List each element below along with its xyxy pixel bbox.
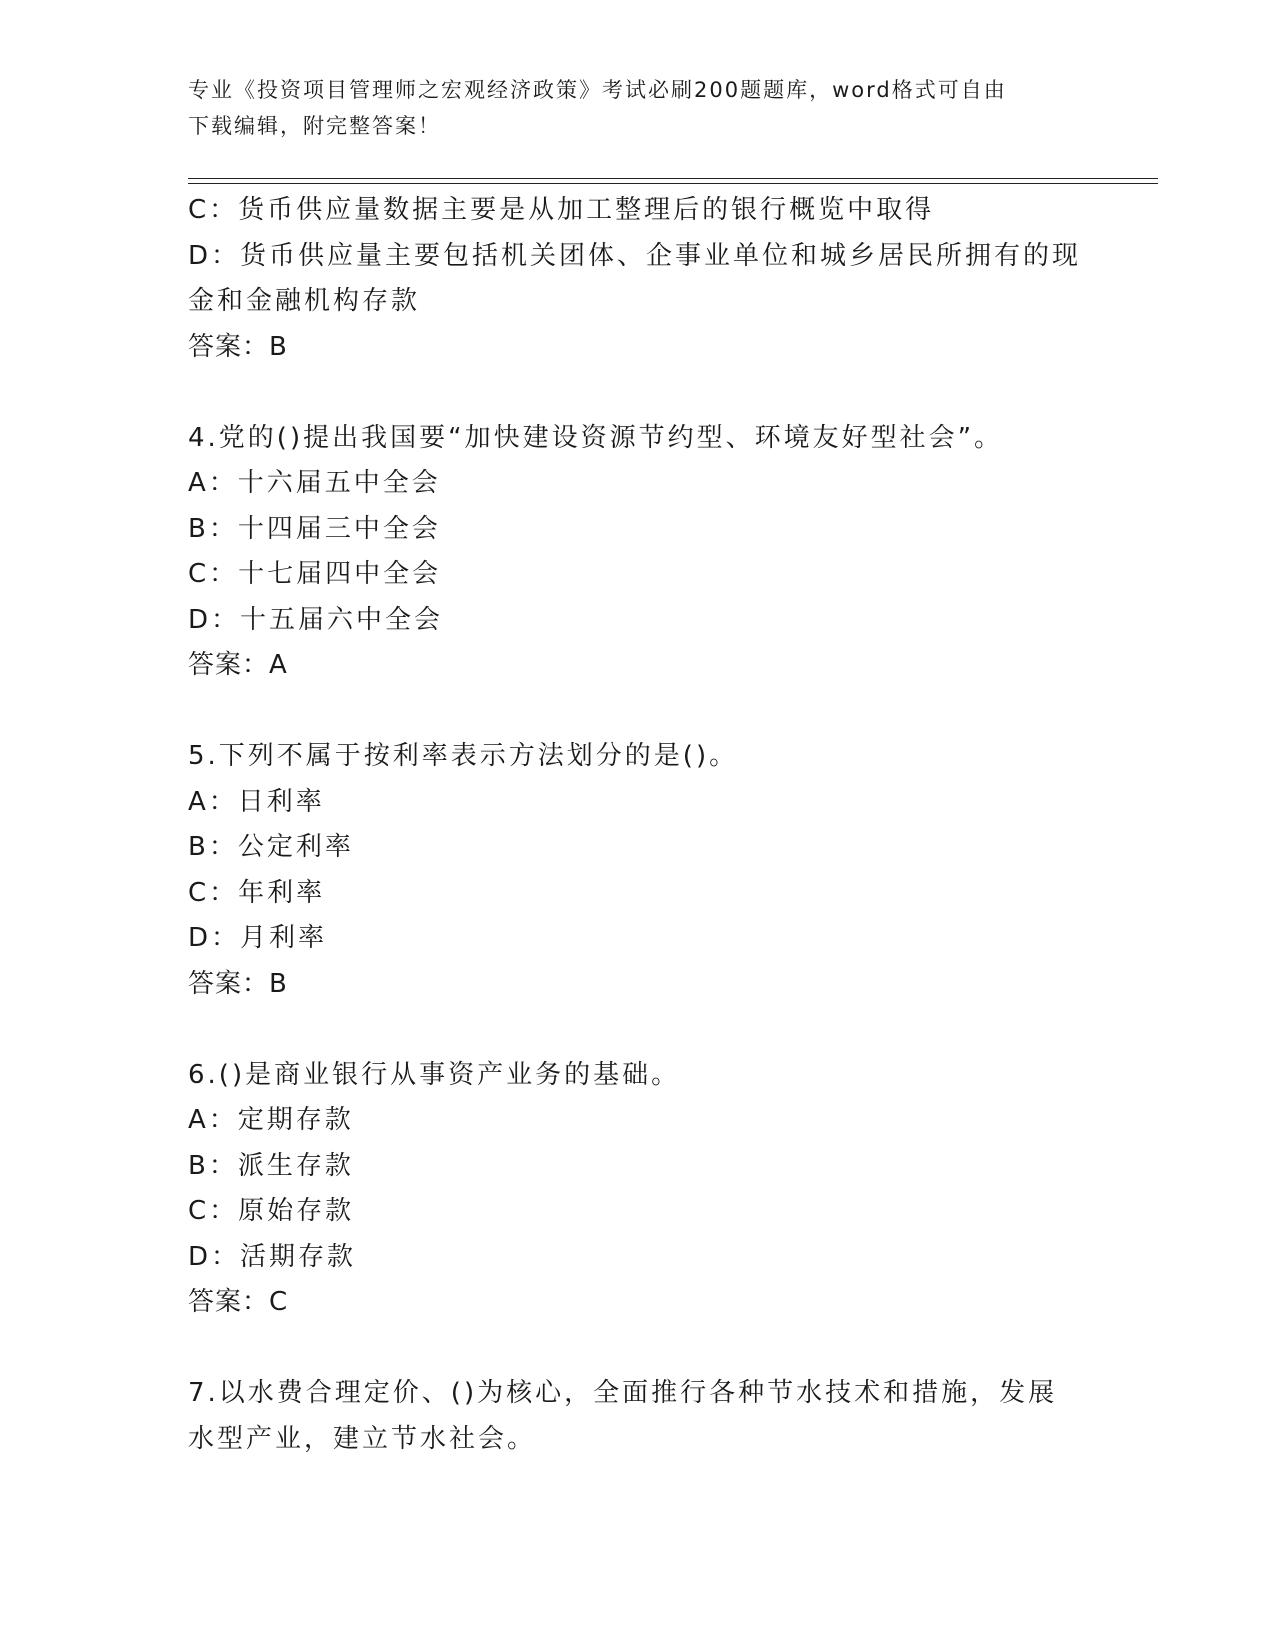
option-c: C：货币供应量数据主要是从加工整理后的银行概览中取得: [188, 195, 935, 225]
spacer: [188, 1326, 1088, 1372]
question-7: [188, 1371, 1088, 1462]
option-a: A：定期存款: [188, 1105, 354, 1135]
header-line-2: 下载编辑，附完整答案！: [188, 114, 441, 138]
option-c: C：十七届四中全会: [188, 559, 442, 589]
header-divider-top: [188, 178, 1158, 179]
question-6: [188, 1053, 1088, 1326]
option-c: C：年利率: [188, 877, 326, 908]
option-a: A：日利率: [188, 786, 325, 817]
question-stem: 6.()是商业银行从事资产业务的基础。: [188, 1059, 681, 1090]
question-list: [188, 188, 1088, 1462]
spacer: [188, 689, 1088, 735]
option-c: C：原始存款: [188, 1196, 355, 1226]
question-stem: 5.下列不属于按利率表示方法划分的是()。: [188, 741, 739, 771]
spacer: [188, 370, 1088, 416]
spacer: [188, 1007, 1088, 1053]
answer-line: 答案：C: [188, 1287, 289, 1317]
question-4: [188, 416, 1088, 689]
option-d: D：月利率: [188, 923, 328, 953]
option-b: B：十四届三中全会: [188, 513, 441, 544]
answer-line: 答案：B: [188, 331, 288, 362]
answer-line: 答案：B: [188, 968, 288, 999]
option-a: A：十六届五中全会: [188, 468, 441, 498]
option-d-line-2: 金和金融机构存款: [188, 286, 421, 316]
answer-line: 答案：A: [188, 650, 288, 680]
header-line-1: 专业《投资项目管理师之宏观经济政策》考试必刷200题题库，word格式可自由: [188, 78, 1007, 102]
header-divider-bottom: [188, 183, 1158, 184]
option-d: D：十五届六中全会: [188, 604, 444, 635]
question-5: [188, 734, 1088, 1007]
option-d: D：活期存款: [188, 1241, 357, 1272]
question-stem-line-1: 7.以水费合理定价、()为核心，全面推行各种节水技术和措施，发展: [188, 1378, 1058, 1408]
option-b: B：公定利率: [188, 832, 354, 862]
option-d-line-1: D：货币供应量主要包括机关团体、企事业单位和城乡居民所拥有的现: [188, 240, 1082, 271]
question-stem: 4.党的()提出我国要“加快建设资源节约型、环境友好型社会”。: [188, 422, 1004, 453]
document-header: [188, 72, 1068, 144]
option-b: B：派生存款: [188, 1150, 354, 1181]
question-stem-line-2: 水型产业，建立节水社会。: [188, 1423, 537, 1454]
question-fragment: [188, 188, 1088, 370]
